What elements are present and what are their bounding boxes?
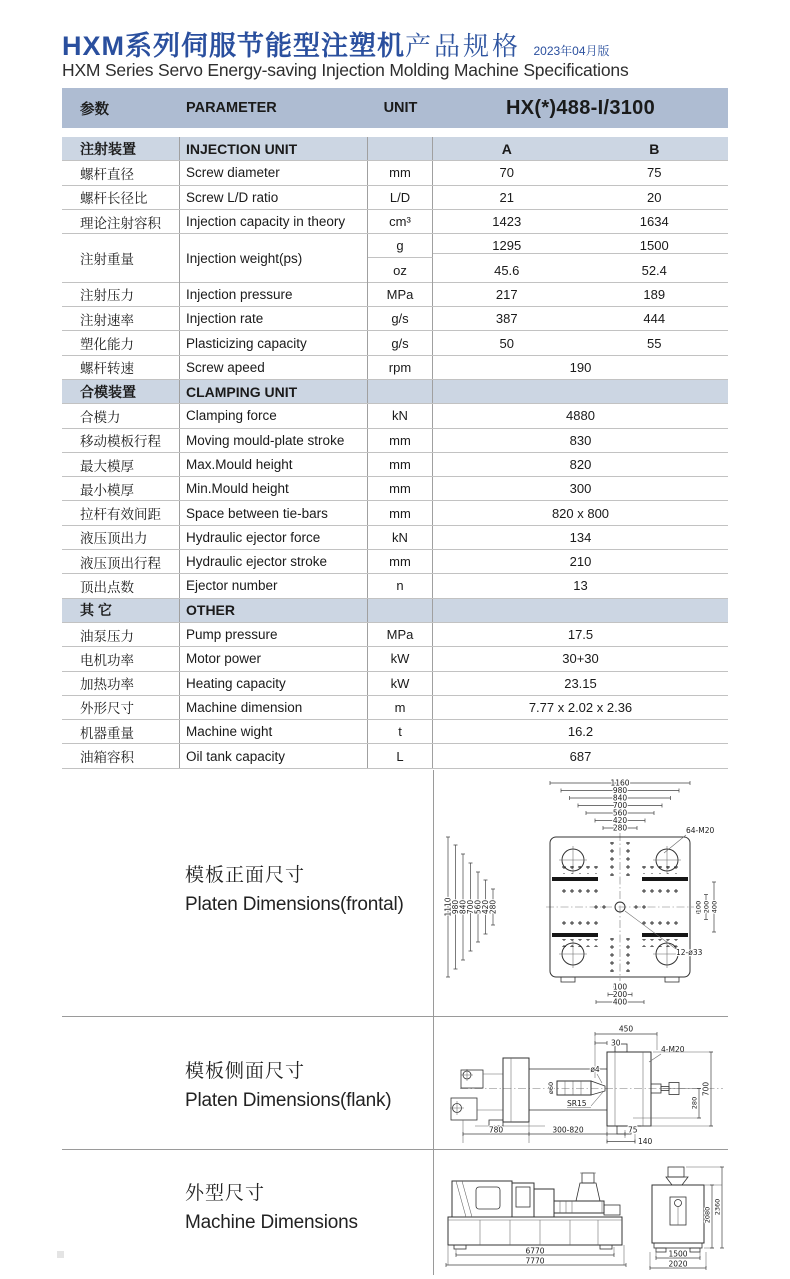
param-en: Space between tie-bars	[180, 501, 368, 524]
dim-label: 2020	[668, 1259, 688, 1269]
table-row	[62, 623, 728, 647]
dim-label: 200	[612, 989, 628, 999]
param-en: Ejector number	[180, 574, 368, 597]
unit-cell: m	[368, 696, 433, 719]
param-cn: 液压顶出力	[62, 526, 180, 549]
value-a: 1423	[492, 214, 522, 230]
param-en: Moving mould-plate stroke	[180, 429, 368, 452]
dim-label: 280	[690, 1096, 699, 1110]
value-span: 134	[569, 529, 592, 545]
section-unit-cell	[368, 137, 433, 160]
dim-label-nozzle-radius: SR15	[567, 1099, 587, 1108]
unit-cell: t	[368, 720, 433, 743]
table-row	[62, 744, 728, 768]
col-header-param-cn: 参数	[80, 101, 109, 118]
col-b-header: B	[649, 140, 660, 157]
col-header-model: HX(*)488-I/3100	[505, 96, 656, 119]
value-b: 444	[643, 311, 666, 327]
param-en: Machine dimension	[180, 696, 368, 719]
param-cn: 液压顶出行程	[62, 550, 180, 573]
dim-label: 400	[710, 900, 719, 914]
param-en: Oil tank capacity	[180, 744, 368, 767]
section-unit-cell	[368, 599, 433, 622]
annotation-tapped-holes: 64-M20	[686, 826, 715, 835]
value-span: 13	[573, 578, 588, 594]
dim-label: 560	[473, 899, 483, 915]
frontal-label-en: Platen Dimensions(frontal)	[185, 894, 404, 915]
unit-cell: oz	[368, 258, 433, 282]
table-row	[62, 161, 728, 185]
param-en: Injection rate	[180, 307, 368, 330]
value-span: 23.15	[564, 675, 597, 691]
param-en: Screw L/D ratio	[180, 186, 368, 209]
table-row	[62, 501, 728, 525]
value-span: 830	[569, 432, 592, 448]
value-b: 189	[643, 286, 666, 302]
section-row-injection	[62, 137, 728, 161]
machine-outline-drawing	[440, 1157, 730, 1275]
param-en: Clamping force	[180, 404, 368, 427]
col-a-header: A	[501, 140, 512, 157]
dim-label: 280	[488, 899, 498, 915]
dim-label: 780	[488, 1125, 504, 1135]
frontal-diagram-label	[185, 860, 404, 916]
dim-label: 700	[612, 800, 628, 810]
dim-label: 980	[450, 899, 460, 915]
param-en: Min.Mould height	[180, 477, 368, 500]
param-cn: 注射速率	[62, 307, 180, 330]
unit-cell: mm	[368, 477, 433, 500]
dim-label: 2360	[713, 1198, 722, 1216]
dim-label: 980	[612, 785, 628, 795]
param-cn: 加热功率	[62, 672, 180, 695]
machine-end-view	[650, 1167, 724, 1270]
unit-cell: MPa	[368, 283, 433, 306]
value-a: 45.6	[494, 263, 520, 279]
page-subtitle: HXM Series Servo Energy-saving Injection Molding Machine Specifications	[62, 60, 629, 80]
unit-cell: mm	[368, 161, 433, 184]
table-row-injection-weight	[62, 234, 728, 283]
param-en: Hydraulic ejector stroke	[180, 550, 368, 573]
table-row	[62, 647, 728, 671]
dim-label: 100	[612, 982, 628, 992]
dim-label: 280	[612, 823, 628, 833]
param-cn: 移动模板行程	[62, 429, 180, 452]
unit-cell: kW	[368, 647, 433, 670]
table-row	[62, 404, 728, 428]
value-span: 820 x 800	[551, 505, 610, 521]
dim-label: 200	[702, 900, 711, 914]
param-en: Injection weight(ps)	[180, 234, 368, 283]
unit-cell: g/s	[368, 307, 433, 330]
unit-cell: kW	[368, 672, 433, 695]
value-a: 217	[495, 286, 518, 302]
param-en: Screw apeed	[180, 356, 368, 379]
flank-diagram-label	[185, 1056, 391, 1112]
divider-line	[62, 1016, 728, 1017]
value-a: 70	[499, 165, 514, 181]
table-row	[62, 356, 728, 380]
table-header	[62, 88, 728, 128]
spec-table	[62, 88, 728, 769]
table-row	[62, 720, 728, 744]
machine-label-en: Machine Dimensions	[185, 1212, 358, 1233]
table-body	[62, 137, 728, 769]
value-span: 4880	[566, 408, 595, 424]
dim-label: 1500	[668, 1249, 688, 1259]
section-title-cn: 注射装置	[62, 137, 180, 160]
param-en: Pump pressure	[180, 623, 368, 646]
table-row	[62, 283, 728, 307]
unit-cell: n	[368, 574, 433, 597]
param-en: Injection pressure	[180, 283, 368, 306]
param-cn: 注射压力	[62, 283, 180, 306]
section-row-clamping	[62, 380, 728, 404]
unit-cell: cm³	[368, 210, 433, 233]
dim-label-nozzle-diameter: ø4	[590, 1065, 600, 1074]
dim-label: 420	[480, 899, 490, 915]
value-span: 820	[569, 457, 592, 472]
param-cn: 塑化能力	[62, 331, 180, 354]
table-row	[62, 672, 728, 696]
param-cn: 最小模厚	[62, 477, 180, 500]
dim-label: 420	[612, 815, 628, 825]
annotation-tapped-holes: 4-M20	[661, 1045, 685, 1054]
machine-label-cn: 外型尺寸	[185, 1183, 266, 1204]
value-b: 52.4	[641, 263, 667, 279]
table-row	[62, 526, 728, 550]
value-a: 1295	[433, 238, 581, 254]
value-span: 30+30	[562, 651, 599, 667]
value-span: 190	[569, 359, 592, 375]
param-cn: 油箱容积	[62, 744, 180, 767]
table-row	[62, 550, 728, 574]
title-cn: HXM系列伺服节能型注塑机	[62, 31, 405, 61]
param-en: Screw diameter	[180, 161, 368, 184]
param-en: Plasticizing capacity	[180, 331, 368, 354]
param-cn: 合模力	[62, 404, 180, 427]
value-b: 1500	[581, 238, 729, 254]
machine-side-view	[446, 1173, 626, 1267]
param-cn: 拉杆有效间距	[62, 501, 180, 524]
param-cn: 螺杆转速	[62, 356, 180, 379]
unit-cell: g	[368, 234, 433, 258]
divider-line-vertical	[433, 770, 434, 1275]
param-cn: 注射重量	[62, 234, 180, 283]
value-span: 687	[569, 748, 592, 764]
unit-cell: mm	[368, 453, 433, 476]
flank-label-cn: 模板侧面尺寸	[185, 1061, 306, 1082]
value-b: 55	[647, 335, 662, 351]
dim-label: 1110	[443, 897, 453, 917]
table-row	[62, 453, 728, 477]
unit-cell: mm	[368, 501, 433, 524]
unit-cell: rpm	[368, 356, 433, 379]
dim-label: 140	[638, 1137, 653, 1146]
table-row	[62, 331, 728, 355]
param-en: Hydraulic ejector force	[180, 526, 368, 549]
flank-label-en: Platen Dimensions(flank)	[185, 1090, 392, 1111]
section-title-en: CLAMPING UNIT	[180, 380, 368, 403]
section-title-cn: 合模装置	[62, 380, 180, 403]
dim-label: 560	[612, 808, 628, 818]
unit-cell: kN	[368, 404, 433, 427]
value-span: 16.2	[567, 724, 594, 740]
param-en: Max.Mould height	[180, 453, 368, 476]
platen-flank-drawing	[445, 1022, 730, 1147]
param-cn: 机器重量	[62, 720, 180, 743]
unit-cell: kN	[368, 526, 433, 549]
dim-label: 450	[618, 1024, 634, 1034]
dim-label: 100	[694, 900, 703, 914]
col-header-param-en: PARAMETER	[186, 100, 277, 116]
param-cn: 螺杆长径比	[62, 186, 180, 209]
dim-label: 300-820	[552, 1125, 584, 1135]
param-en: Machine wight	[180, 720, 368, 743]
unit-cell: mm	[368, 550, 433, 573]
dim-label: 700	[701, 1081, 711, 1097]
divider-line	[62, 1149, 728, 1150]
unit-cell: MPa	[368, 623, 433, 646]
param-cn: 螺杆直径	[62, 161, 180, 184]
value-span: 210	[569, 554, 592, 570]
dim-label: 840	[612, 793, 628, 803]
value-span: 300	[569, 481, 592, 497]
page-title	[62, 24, 610, 63]
param-cn: 油泵压力	[62, 623, 180, 646]
section-title-en: INJECTION UNIT	[180, 137, 368, 160]
scan-artifact	[57, 1251, 64, 1258]
col-header-unit: UNIT	[383, 100, 418, 116]
param-en: Injection capacity in theory	[180, 210, 368, 233]
section-title-cn: 其 它	[62, 599, 180, 622]
value-a: 21	[499, 189, 514, 205]
value-span: 7.77 x 2.02 x 2.36	[528, 699, 633, 715]
param-cn: 顶出点数	[62, 574, 180, 597]
frontal-label-cn: 模板正面尺寸	[185, 865, 306, 886]
value-span: 17.5	[567, 627, 594, 643]
dim-label: 2080	[703, 1206, 712, 1224]
table-row	[62, 210, 728, 234]
unit-cell: g/s	[368, 331, 433, 354]
dim-label: 30	[611, 1038, 621, 1048]
annotation-through-holes: 12-ø33	[676, 948, 703, 957]
param-en: Heating capacity	[180, 672, 368, 695]
table-row	[62, 696, 728, 720]
table-row	[62, 574, 728, 598]
value-b: 75	[647, 165, 662, 181]
table-row	[62, 477, 728, 501]
title-cn-suffix: 产品规格	[405, 31, 522, 61]
section-row-other	[62, 599, 728, 623]
section-unit-cell	[368, 380, 433, 403]
section-title-en: OTHER	[180, 599, 368, 622]
dim-label: 400	[612, 997, 628, 1007]
value-a: 50	[499, 335, 514, 351]
dim-label: 1160	[610, 778, 630, 788]
param-cn: 理论注射容积	[62, 210, 180, 233]
unit-cell: L/D	[368, 186, 433, 209]
dim-label: 75	[628, 1125, 638, 1135]
value-a: 387	[495, 311, 518, 327]
edition-label: 2023年04月版	[533, 44, 610, 58]
dim-label-ring-diameter: ø60	[547, 1081, 555, 1095]
table-row	[62, 186, 728, 210]
dim-label: 840	[458, 899, 468, 915]
param-cn: 外形尺寸	[62, 696, 180, 719]
platen-frontal-drawing	[440, 775, 730, 1015]
dim-label: 6770	[525, 1246, 545, 1256]
dim-label: 700	[465, 899, 475, 915]
param-cn: 电机功率	[62, 647, 180, 670]
table-row	[62, 429, 728, 453]
unit-cell: L	[368, 744, 433, 767]
table-row	[62, 307, 728, 331]
param-en: Motor power	[180, 647, 368, 670]
value-b: 20	[647, 189, 662, 205]
value-b: 1634	[639, 214, 669, 230]
dim-label: 7770	[525, 1256, 545, 1266]
unit-cell: mm	[368, 429, 433, 452]
param-cn: 最大模厚	[62, 453, 180, 476]
machine-diagram-label	[185, 1178, 358, 1234]
